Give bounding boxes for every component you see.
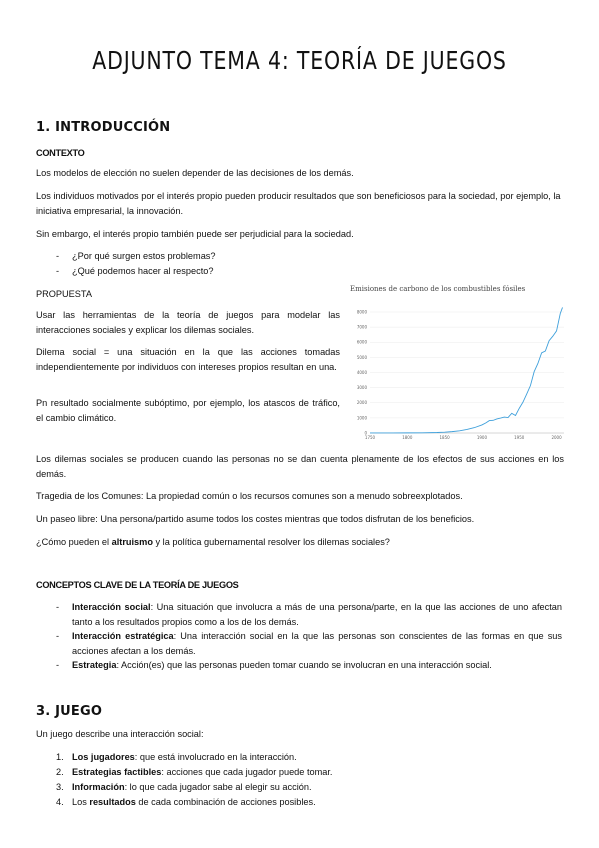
y-tick-label: 5000 [356,354,367,360]
paragraph-10-start: ¿Cómo pueden el [36,537,112,547]
section-heading-introduccion: 1. INTRODUCCIÓN [36,120,171,135]
document-title: ADJUNTO TEMA 4: TEORÍA DE JUEGOS [92,46,507,75]
concept-term: Interacción estratégica [72,631,174,641]
x-tick-label: 1950 [514,435,525,440]
chart-y-ticks [357,309,368,435]
x-tick-label: 1750 [364,435,376,440]
paragraph-5: Dilema social = una situación en la que las acciones tomadas independientemente por individuos con intereses propios resultan en una. [36,347,340,372]
item-term: Los jugadores [72,752,135,762]
paragraph-7: Los dilemas sociales se producen cuando las personas no se dan cuenta plenamente de los efectos de sus acciones en los demás. [36,454,564,479]
chart-x-ticks [365,435,562,440]
paragraph-10 [36,535,564,550]
x-tick-label: 2000 [551,435,562,440]
paragraph-6: Pn resultado socialmente subóptimo, por ejemplo, los atascos de tráfico, el cambio climático. [36,398,340,423]
item-number: 3. [56,782,64,792]
concept-item [56,658,562,673]
paragraph-8: Tragedia de los Comunes: La propiedad común o los recursos comunes son a menudo sobreexplotados. [36,491,463,501]
item-description: : acciones que cada jugador puede tomar. [161,767,333,777]
item-description: : que está involucrado en la interacción. [134,752,297,762]
item-prefix: Los [72,797,90,807]
question-text: ¿Qué podemos hacer al respecto? [72,266,214,276]
paragraph-9: Un paseo libre: Una persona/partido asume todos los costes mientras que todos disfrutan de los beneficios. [36,514,475,524]
item-description: de cada combinación de acciones posibles. [135,797,316,807]
propuesta-label: PROPUESTA [36,289,92,299]
series-line [370,307,563,432]
item-number: 4. [56,797,64,807]
item-number: 1. [56,752,64,762]
chart-grid [370,312,564,433]
paragraph-2: Los individuos motivados por el interés propio pueden producir resultados que son beneficiosos para la sociedad, por ejemplo, la iniciativa empresarial, la innovación. [36,191,561,216]
paragraph-4: Usar las herramientas de la teoría de juegos para modelar las interacciones sociales y explicar los dilemas sociales. [36,310,340,335]
y-tick-label: 6000 [356,339,367,345]
item-description: : lo que cada jugador sabe al elegir su acción. [124,782,312,792]
dash-bullet: - [56,251,60,261]
item-term: Información [72,782,125,792]
emissions-chart-svg [344,282,572,442]
paragraph-1: Los modelos de elección no suelen depender de las decisiones de los demás. [36,168,354,178]
x-tick-label: 1850 [439,435,450,440]
dash-bullet: - [56,602,60,612]
y-tick-label: 0 [364,430,367,436]
concept-item [56,600,562,630]
chart-title: Emisiones de carbono de los combustibles fósiles [350,285,526,293]
y-tick-label: 3000 [356,385,367,391]
concept-item [56,629,562,659]
section-heading-juego: 3. JUEGO [36,704,103,719]
item-term: Estrategias factibles [72,767,162,777]
conceptos-heading: CONCEPTOS CLAVE DE LA TEORÍA DE JUEGOS [36,580,239,590]
concept-term: Estrategia [72,660,117,670]
concept-definition: : Una situación que involucra a más de una persona/parte, en la que las acciones de uno afectan tanto a los resultados propios como a los de los demás. [72,602,562,627]
y-tick-label: 2000 [356,400,367,406]
concept-term: Interacción social [72,602,151,612]
emissions-chart [344,282,572,442]
altruismo-keyword: altruismo [111,537,153,547]
dash-bullet: - [56,631,60,641]
dash-bullet: - [56,266,60,276]
x-tick-label: 1800 [402,435,413,440]
contexto-label: CONTEXTO [36,148,85,158]
dash-bullet: - [56,660,60,670]
y-tick-label: 8000 [356,309,367,315]
item-term: resultados [89,797,136,807]
x-tick-label: 1900 [476,435,488,440]
paragraph-3: Sin embargo, el interés propio también puede ser perjudicial para la sociedad. [36,229,354,239]
juego-intro: Un juego describe una interacción social: [36,729,204,739]
y-tick-label: 4000 [356,369,367,375]
paragraph-10-end: y la política gubernamental resolver los dilemas sociales? [152,537,390,547]
concept-definition: : Acción(es) que las personas pueden tomar cuando se involucran en una interacción social. [116,660,492,670]
y-tick-label: 1000 [356,415,367,421]
y-tick-label: 7000 [356,324,367,330]
question-text: ¿Por qué surgen estos problemas? [72,251,216,261]
item-number: 2. [56,767,64,777]
concept-definition: : Una interacción social en la que las personas son conscientes de las formas en que sus acciones afectan a los demás. [72,631,562,656]
